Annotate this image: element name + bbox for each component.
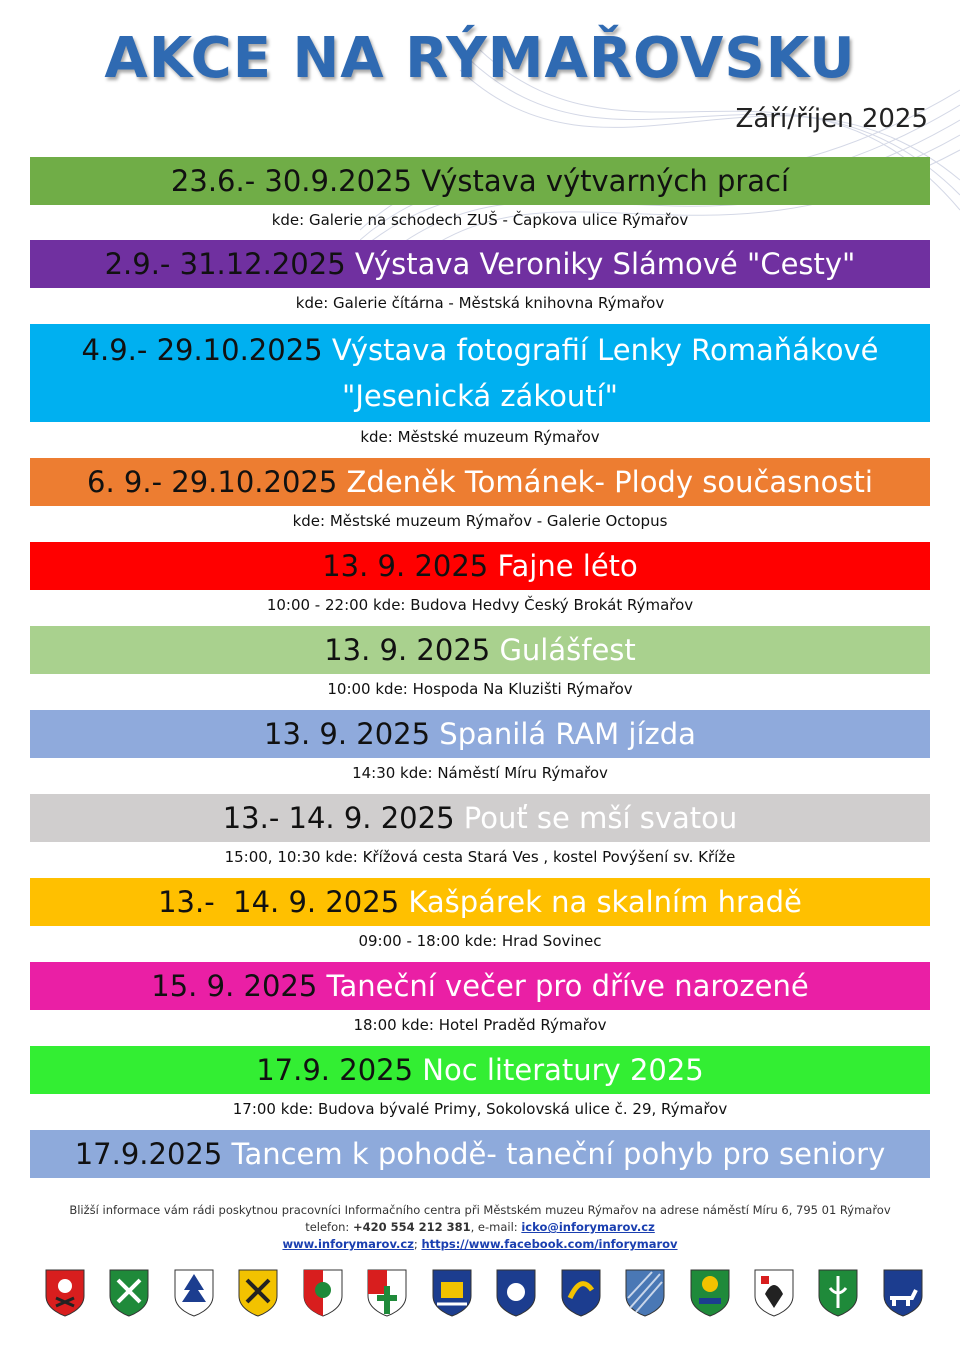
footer-info (0, 1202, 960, 1253)
footer-line3 (0, 1236, 960, 1253)
event-bar (30, 324, 930, 422)
event-bar (30, 710, 930, 758)
crest-icon (882, 1268, 924, 1318)
event-location: 17:00 kde: Budova bývalé Primy, Sokolovská ulice č. 29, Rýmařov (232, 1100, 728, 1118)
crest-icon (817, 1268, 859, 1318)
event-location: 10:00 kde: Hospoda Na Kluzišti Rýmařov (327, 680, 633, 698)
event-bar (30, 626, 930, 674)
event-location: kde: Galerie na schodech ZUŠ - Čapkova ulice Rýmařov (271, 211, 689, 229)
event-item (30, 1130, 930, 1178)
event-name: Noc literatury 2025 (422, 1053, 704, 1087)
event-date: 13.- 14. 9. 2025 (158, 885, 400, 919)
link-separator: ; (413, 1237, 422, 1251)
crest-icon (560, 1268, 602, 1318)
event-bar (30, 458, 930, 506)
event-name: Tancem k pohodě- taneční pohyb pro seniory (231, 1137, 886, 1171)
event-location: kde: Městské muzeum Rýmařov (360, 428, 600, 446)
event-name: Pouť se mší svatou (463, 801, 738, 835)
crest-icon (624, 1268, 666, 1318)
event-item (30, 324, 930, 452)
event-date: 15. 9. 2025 (151, 969, 318, 1003)
event-date: 13. 9. 2025 (324, 633, 491, 667)
event-name: Výstava Veroniky Slámové "Cesty" (354, 247, 856, 281)
event-item (30, 626, 930, 704)
event-bar (30, 878, 930, 926)
event-name: Taneční večer pro dříve narozené (326, 969, 809, 1003)
event-item (30, 542, 930, 620)
event-date: 23.6.- 30.9.2025 (170, 164, 412, 198)
event-name: Zdeněk Tománek- Plody současnosti (346, 465, 873, 499)
email-link[interactable]: icko@inforymarov.cz (521, 1220, 655, 1234)
event-item (30, 458, 930, 536)
event-date: 6. 9.- 29.10.2025 (87, 465, 338, 499)
event-item (30, 878, 930, 956)
crest-icon (108, 1268, 150, 1318)
event-item (30, 794, 930, 872)
event-date: 13. 9. 2025 (322, 549, 489, 583)
email-label: , e-mail: (470, 1220, 522, 1234)
event-bar (30, 542, 930, 590)
crest-icon (431, 1268, 473, 1318)
event-location: 09:00 - 18:00 kde: Hrad Sovinec (358, 932, 602, 950)
event-item (30, 157, 930, 235)
website-link[interactable]: www.inforymarov.cz (282, 1237, 414, 1251)
phone-number: +420 554 212 381 (352, 1220, 471, 1234)
event-date: 2.9.- 31.12.2025 (104, 247, 346, 281)
event-name: Výstava výtvarných prací (421, 164, 790, 198)
facebook-link[interactable]: https://www.facebook.com/inforymarov (421, 1237, 678, 1251)
event-bar (30, 1046, 930, 1094)
event-name: Gulášfest (499, 633, 636, 667)
crest-icon (237, 1268, 279, 1318)
event-location: kde: Galerie čítárna - Městská knihovna Rýmařov (295, 294, 665, 312)
crest-icon (366, 1268, 408, 1318)
event-bar (30, 157, 930, 205)
event-item (30, 710, 930, 788)
footer-line2 (0, 1219, 960, 1236)
page-title: AKCE NA RÝMAŘOVSKU (104, 26, 856, 91)
municipal-crests (44, 1268, 924, 1318)
event-location: 18:00 kde: Hotel Praděd Rýmařov (353, 1016, 607, 1034)
event-bar (30, 962, 930, 1010)
crest-icon (44, 1268, 86, 1318)
event-bar (30, 240, 930, 288)
event-date: 17.9.2025 (74, 1137, 223, 1171)
phone-label: telefon: (305, 1220, 353, 1234)
event-location: 15:00, 10:30 kde: Křížová cesta Stará Ves , kostel Povýšení sv. Kříže (224, 848, 736, 866)
crest-icon (302, 1268, 344, 1318)
event-bar (30, 794, 930, 842)
crest-icon (495, 1268, 537, 1318)
crest-icon (173, 1268, 215, 1318)
event-location: 14:30 kde: Náměstí Míru Rýmařov (352, 764, 608, 782)
period-label: Září/říjen 2025 (735, 104, 928, 134)
event-name: Fajne léto (497, 549, 638, 583)
footer-line1: Bližší informace vám rádi poskytnou pracovníci Informačního centra při Městském muzeu Rýmařov na adrese náměstí Míru 6, 795 01 Rýmařov (69, 1203, 891, 1217)
crest-icon (753, 1268, 795, 1318)
event-location: kde: Městské muzeum Rýmařov - Galerie Octopus (292, 512, 668, 530)
event-name: Spanilá RAM jízda (439, 717, 696, 751)
event-name: Výstava fotografií Lenky Romaňákové (331, 333, 879, 367)
crest-icon (689, 1268, 731, 1318)
event-date: 13.- 14. 9. 2025 (222, 801, 455, 835)
event-item (30, 1046, 930, 1124)
event-item (30, 962, 930, 1040)
event-name: Kašpárek na skalním hradě (408, 885, 802, 919)
event-item (30, 240, 930, 318)
event-date: 13. 9. 2025 (264, 717, 431, 751)
event-date: 4.9.- 29.10.2025 (81, 333, 323, 367)
event-bar (30, 1130, 930, 1178)
event-date: 17.9. 2025 (256, 1053, 414, 1087)
event-location: 10:00 - 22:00 kde: Budova Hedvy Český Brokát Rýmařov (266, 596, 694, 614)
event-name-line2: "Jesenická zákoutí" (342, 379, 618, 413)
